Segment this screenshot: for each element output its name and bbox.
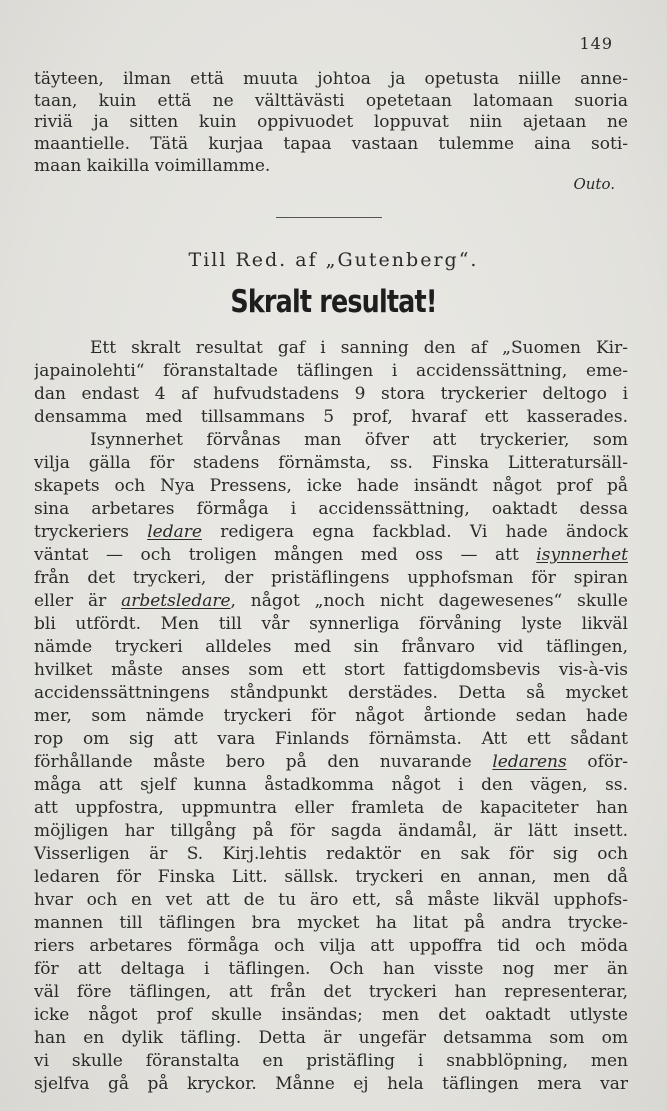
text-line: från det tryckeri, der pristäflingens upphofsman för spiran: [34, 568, 628, 588]
text-line: Ett skralt resultat gaf i sanning den af „Suomen Kir-: [90, 338, 628, 358]
text-line: densamma med tillsammans 5 prof, hvaraf ett kasserades.: [34, 407, 628, 427]
text-line: mer, som nämde tryckeri för något årtionde sedan hade: [34, 706, 628, 726]
text-line: nämde tryckeri alldeles med sin frånvaro vid täflingen,: [34, 637, 628, 657]
text-line: sjelfva gå på kryckor. Månne ej hela täflingen mera var: [34, 1074, 628, 1094]
text-line: japainolehti“ föranstaltade täflingen i accidenssättning, eme-: [34, 361, 628, 381]
text-line: eller är arbetsledare, något „noch nicht dagewesenes“ skulle: [34, 591, 628, 611]
text-line: vi skulle föranstalta en pristäfling i snabblöpning, men: [34, 1051, 628, 1071]
article-headline: Skralt resultat!: [230, 284, 437, 320]
emphasized-word: ledare: [147, 522, 202, 542]
text-line: accidenssättningens ståndpunkt derstädes. Detta så mycket: [34, 683, 628, 703]
section-divider: [276, 217, 382, 218]
emphasized-word: isynnerhet: [536, 545, 628, 565]
text-line: hvilket måste anses som ett stort fattigdomsbevis vis-à-vis: [34, 660, 628, 680]
text-line: måga att sjelf kunna åstadkomma något i den vägen, ss.: [34, 775, 628, 795]
text-line: riers arbetares förmåga och vilja att uppoffra tid och möda: [34, 936, 628, 956]
text-line: väntat — och troligen mången med oss — att isynnerhet: [34, 545, 628, 565]
article-body: [34, 337, 628, 1096]
text-line: mannen till täflingen bra mycket ha litat på andra trycke-: [34, 913, 628, 933]
text-line: icke något prof skulle insändas; men det oaktadt utlyste: [34, 1005, 628, 1025]
text-line: tryckeriers ledare redigera egna fackblad. Vi hade ändock: [34, 522, 628, 542]
text-line: hvar och en vet att de tu äro ett, så måste likväl upphofs-: [34, 890, 628, 910]
text-line: sina arbetares förmåga i accidenssättning, oaktadt dessa: [34, 499, 628, 519]
text-line: för att deltaga i täflingen. Och han visste nog mer än: [34, 959, 628, 979]
text-line: Isynnerhet förvånas man öfver att tryckerier, som: [90, 430, 628, 450]
text-line: taan, kuin että ne välttävästi opetetaan latomaan suoria: [34, 90, 628, 111]
addressee-line: Till Red. af „Gutenberg“.: [188, 249, 479, 271]
text-line: dan endast 4 af hufvudstadens 9 stora tryckerier deltogo i: [34, 384, 628, 404]
text-line: maantielle. Tätä kurjaa tapaa vastaan tulemme aina soti-: [34, 134, 628, 155]
text-line: vilja gälla för stadens förnämsta, ss. Finska Litteratursäll-: [34, 453, 628, 473]
text-line: bli utfördt. Men till vår synnerliga förvåning lyste likväl: [34, 614, 628, 634]
text-line: möjligen har tillgång på för sagda ändamål, är lätt insett.: [34, 821, 628, 841]
emphasized-word: arbetsledare: [121, 591, 231, 611]
text-line: förhållande måste bero på den nuvarande ledarens oför-: [34, 752, 628, 772]
text-line: täyteen, ilman että muuta johtoa ja opetusta niille anne-: [34, 69, 628, 89]
page-number: 149: [579, 34, 613, 53]
text-line: väl före täflingen, att från det tryckeri han representerar,: [34, 982, 628, 1002]
text-line: skapets och Nya Pressens, icke hade insändt något prof på: [34, 476, 628, 496]
emphasized-word: ledarens: [492, 752, 567, 772]
text-line: rop om sig att vara Finlands förnämsta. Att ett sådant: [34, 729, 628, 749]
intro-paragraph: [34, 69, 628, 178]
text-line: Visserligen är S. Kirj.lehtis redaktör en sak för sig och: [34, 844, 628, 864]
signature: Outo.: [573, 175, 615, 193]
text-line: han en dylik täfling. Detta är ungefär detsamma som om: [34, 1028, 628, 1048]
text-line: ledaren för Finska Litt. sällsk. tryckeri en annan, men då: [34, 867, 628, 887]
text-line: maan kaikilla voimillamme.: [34, 155, 271, 176]
text-line: riviä ja sitten kuin oppivuodet loppuvat niin ajetaan ne: [34, 112, 628, 133]
text-line: att uppfostra, uppmuntra eller framleta de kapaciteter han: [34, 798, 628, 818]
